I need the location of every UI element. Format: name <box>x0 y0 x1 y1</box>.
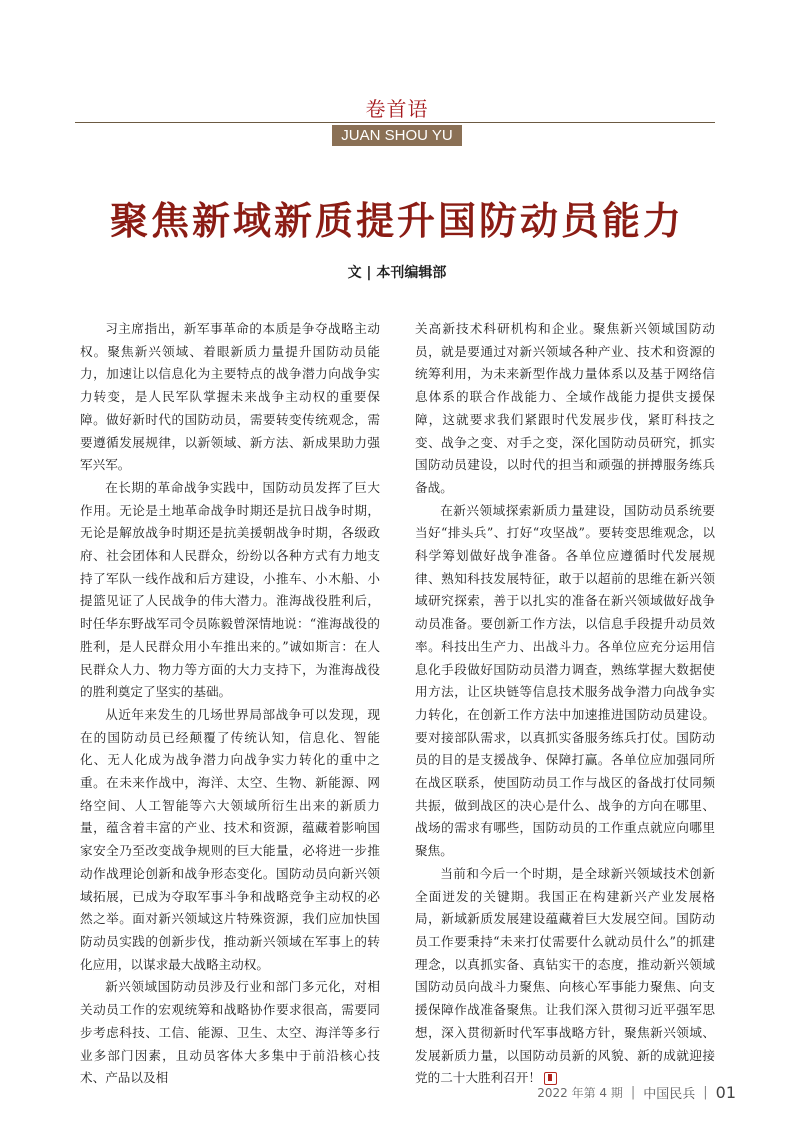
issue-label: 2022 年第 4 期 <box>537 1086 623 1100</box>
header-rule <box>75 122 715 123</box>
body-column-right <box>415 318 715 1090</box>
paragraph-text: 当前和今后一个时期，是全球新兴领域技术创新全面迸发的关键期。我国正在构建新兴产业发展格局，新域新质发展建设蕴藏着巨大发展空间。国防动员工作要秉持“未来打仗需要什么就动员什么”的抓建理念，以真抓实备、真钻实干的态度，推动新兴领域国防动员向战斗力聚焦、向核心军事能力聚焦、向支援保障作战准备聚焦。让我们深入贯彻习近平强军思想，深入贯彻新时代军事战略方针，聚焦新兴领域、发展新质力量，以国防动员新的风貌、新的成就迎接党的二十大胜利召开！ <box>415 865 715 1086</box>
page-footer <box>537 1083 736 1102</box>
paragraph: 关高新技术科研机构和企业。聚焦新兴领域国防动员，就是要通过对新兴领域各种产业、技术和资源的统筹利用，为未来新型作战力量体系以及基于网络信息体系的联合作战能力、全域作战能力提供支援保障，这就要求我们紧跟时代发展步伐，紧盯科技之变、战争之变、对手之变，深化国防动员研究，抓实国防动员建设，以时代的担当和顽强的拼搏服务练兵备战。 <box>415 321 715 495</box>
paragraph: 从近年来发生的几场世界局部战争可以发现，现在的国防动员已经颠覆了传统认知，信息化、智能化、无人化成为战争潜力向战争实力转化的重中之重。在未来作战中，海洋、太空、生物、新能源、网络空间、人工智能等六大领域所衍生出来的新质力量，蕴含着丰富的产业、技术和资源，蕴藏着影响国家安全乃至改变战争规则的巨大能量，必将进一步推动作战理论创新和战争形态变化。国防动员向新兴领域拓展，已成为夺取军事斗争和战略竞争主动权的必然之举。面对新兴领域这片特殊资源，我们应加快国防动员实践的创新步伐，推动新兴领域在军事上的转化应用，以谋求最大战略主动权。 <box>80 706 380 972</box>
body-column-left <box>80 318 380 1090</box>
byline: 文 | 本刊编辑部 <box>347 265 447 281</box>
paragraph: 新兴领域国防动员涉及行业和部门多元化，对相关动员工作的宏观统筹和战略协作要求很高，需要同步考虑科技、工信、能源、卫生、太空、海洋等多行业多部门因素，且动员客体大多集中于前沿核心技术、产品以及相 <box>80 979 380 1086</box>
magazine-name: 中国民兵 <box>643 1087 696 1102</box>
paragraph: 习主席指出，新军事革命的本质是争夺战略主动权。聚焦新兴领域、着眼新质力量提升国防动员能力，加速让以信息化为主要特点的战争潜力向战争实力转变，是人民军队掌握未来战争主动权的重要保障。做好新时代的国防动员，需要转变传统观念，需要遵循发展规律，以新领域、新方法、新成果助力强军兴军。 <box>80 321 380 473</box>
paragraph: 在长期的革命战争实践中，国防动员发挥了巨大作用。无论是土地革命战争时期还是抗日战争时期，无论是解放战争时期还是抗美援朝战争时期，各级政府、社会团体和人民群众，纷纷以各种方式有力地支持了军队一线作战和后方建设，小推车、小木船、小提篮见证了人民战争的伟大潜力。淮海战役胜利后，时任华东野战军司令员陈毅曾深情地说：“淮海战役的胜利，是人民群众用小车推出来的。”诚如斯言：在人民群众人力、物力等方面的大力支持下，为淮海战役的胜利奠定了坚实的基础。 <box>80 479 380 700</box>
paragraph: 在新兴领域探索新质力量建设，国防动员系统要当好“排头兵”、打好“攻坚战”。要转变思维观念，以科学筹划做好战争准备。各单位应遵循时代发展规律、熟知科技发展特征，敢于以超前的思维在新兴领域研究探索，善于以扎实的准备在新兴领域做好战争动员准备。要创新工作方法，以信息手段提升动员效率。科技出生产力、出战斗力。各单位应充分运用信息化手段做好国防动员潜力调查，熟练掌握大数据使用方法，让区块链等信息技术服务战争潜力向战争实力转化，在创新工作方法中加速推进国防动员建设。要对接部队需求，以真抓实备服务练兵打仗。国防动员的目的是支援战争、保障打赢。各单位应加强同所在战区联系，使国防动员工作与战区的备战打仗同频共振，做到战区的决心是什么、战争的方向在哪里、战场的需求有哪些，国防动员的工作重点就应向哪里聚焦。 <box>415 502 715 859</box>
section-banner: JUAN SHOU YU <box>332 125 462 146</box>
page-number: 01 <box>715 1083 736 1102</box>
article-title: 聚焦新域新质提升国防动员能力 <box>109 199 684 243</box>
footer-divider: | <box>703 1085 708 1100</box>
paragraph-final <box>415 863 715 1090</box>
footer-divider: | <box>630 1085 636 1100</box>
section-title: 卷首语 <box>365 97 429 121</box>
